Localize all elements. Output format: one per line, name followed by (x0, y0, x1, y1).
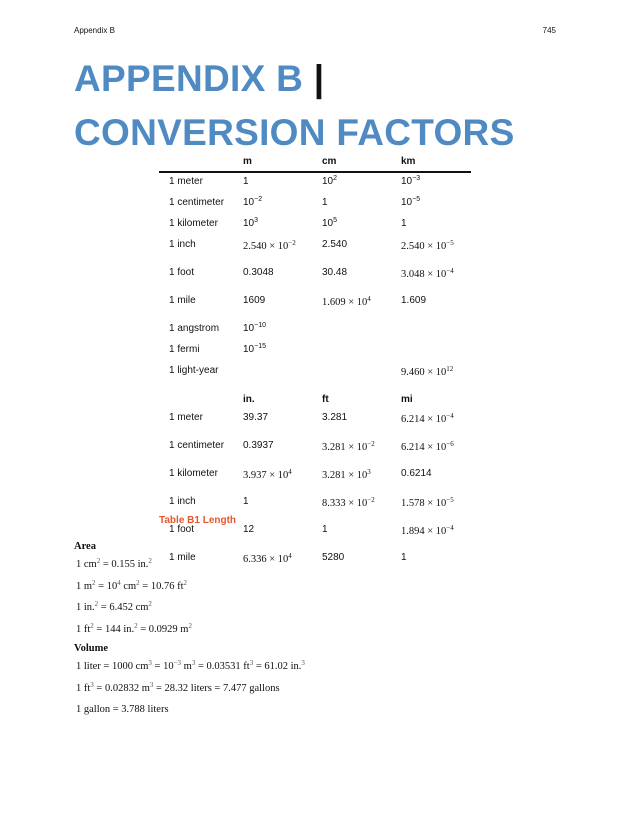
table-cell: 1 (401, 552, 407, 563)
area-heading: Area (74, 541, 96, 552)
equation-line: 1 in.$^2$ = 6.452 $cm^2$ (76, 600, 152, 613)
row-label: 1 angstrom (169, 323, 220, 334)
table-cell: $10^{-3}$ (401, 175, 421, 187)
table-cell: $6.214 \times 10^{-4}$ (401, 412, 454, 425)
table-row (159, 465, 471, 493)
table-cell: $3.048 \times 10^{-4}$ (401, 267, 454, 280)
table-row (159, 194, 471, 215)
table-cell (391, 320, 471, 341)
table-cell (312, 320, 391, 341)
title-part2: CONVERSION FACTORS (74, 112, 515, 153)
equation-line: 1 gallon = 3.788 liters (76, 704, 169, 715)
table-row (159, 362, 471, 390)
equation-line: 1 $cm^2 = 0.155$ in.$^2$ (76, 557, 152, 570)
row-label: 1 kilometer (169, 218, 218, 229)
row-label: 1 meter (169, 176, 203, 187)
table-header-row (159, 152, 471, 172)
table-cell: $10^{-2}$ (243, 196, 263, 208)
table-cell: 1.609 (401, 295, 427, 306)
column-header: cm (322, 156, 337, 167)
table-cell: $1.578 \times 10^{-5}$ (401, 496, 454, 509)
volume-section (74, 643, 305, 726)
row-label: 1 inch (169, 496, 196, 507)
table-cell: $10^{-10}$ (243, 322, 266, 334)
equation-line: 1 $ft^3 = 0.02832$ $m^3 = 28.32$ liters = 7.477 gallons (76, 680, 280, 694)
table-cell: 3.281 (322, 412, 348, 423)
table-cell: 2.540 (322, 239, 348, 250)
table-cell: $10^3$ (243, 217, 259, 229)
table-cell: $10^2$ (322, 175, 338, 187)
title-separator: | (313, 58, 325, 99)
length-conversion-table (159, 152, 471, 577)
table-cell: $3.281 \times 10^{-2}$ (322, 440, 375, 453)
table-cell: 0.6214 (401, 468, 432, 479)
table-cell (233, 362, 312, 390)
table-cell: 39.37 (243, 412, 269, 423)
length-table-metric-body (159, 172, 471, 390)
table-cell: $10^{-15}$ (243, 343, 266, 355)
column-header: m (243, 156, 252, 167)
running-header-left: Appendix B (74, 26, 115, 35)
table-cell: 0.3048 (243, 267, 274, 278)
row-label: 1 fermi (169, 344, 200, 355)
row-label: 1 light-year (169, 365, 219, 376)
page-number: 745 (542, 26, 556, 35)
row-label: 1 mile (169, 552, 196, 563)
length-table-imperial-body (159, 409, 471, 577)
row-label: 1 centimeter (169, 440, 225, 451)
table-cell: $6.214 \times 10^{-6}$ (401, 440, 454, 453)
table-cell: $1.609 \times 10^4$ (322, 295, 371, 308)
table-cell: $10^{-5}$ (401, 196, 421, 208)
table-cell (391, 341, 471, 362)
table-row (159, 172, 471, 194)
table-row (159, 549, 471, 577)
row-label: 1 foot (169, 524, 195, 535)
table-row (159, 292, 471, 320)
title-part1: APPENDIX B (74, 58, 304, 99)
table-cell: 1609 (243, 295, 266, 306)
table-row (159, 236, 471, 264)
table-row (159, 409, 471, 437)
table-cell: $9.460 \times 10^{12}$ (401, 365, 454, 378)
table-caption: Table B1 Length (159, 515, 237, 526)
column-header: km (401, 156, 416, 167)
table-cell: 1 (322, 197, 328, 208)
row-label: 1 centimeter (169, 197, 225, 208)
length-table-header-metric (159, 152, 471, 172)
table-cell: 1 (243, 176, 249, 187)
area-equations (74, 559, 192, 645)
table-cell: $1.894 \times 10^{-4}$ (401, 524, 454, 537)
table-row (159, 437, 471, 465)
equation-line: 1 $m^2 = 10^4$ $cm^2 = 10.76$ $ft^2$ (76, 578, 188, 592)
row-label: 1 kilometer (169, 468, 218, 479)
column-header: in. (243, 394, 255, 405)
table-cell: $3.937 \times 10^4$ (243, 468, 292, 481)
area-section (74, 541, 192, 645)
table-header-row (159, 390, 471, 409)
table-cell: $2.540 \times 10^{-2}$ (243, 239, 296, 252)
volume-equations (74, 661, 305, 726)
page-title (74, 52, 574, 160)
table-row (159, 264, 471, 292)
equation-line: 1 $ft^2 = 144$ in.$^2$ = 0.0929 $m^2$ (76, 621, 192, 635)
table-cell: 1 (243, 496, 249, 507)
row-label: 1 inch (169, 239, 196, 250)
table-cell: 12 (243, 524, 255, 535)
table-row (159, 341, 471, 362)
row-label: 1 mile (169, 295, 196, 306)
table-cell: $6.336 \times 10^4$ (243, 552, 292, 565)
length-table-header-imperial (159, 390, 471, 409)
table-cell: $3.281 \times 10^3$ (322, 468, 371, 481)
table-cell: 1 (401, 218, 407, 229)
table-cell: 1 (322, 524, 328, 535)
table-row (159, 320, 471, 341)
table-cell: 0.3937 (243, 440, 274, 451)
table-cell: 5280 (322, 552, 345, 563)
column-header (159, 152, 233, 172)
table-cell (312, 341, 391, 362)
equation-line: 1 liter = 1000 $cm^3 = 10^{-3}$ $m^3 = 0.03531$ $ft^3 = 61.02$ in.$^3$ (76, 659, 305, 672)
column-header: mi (401, 394, 413, 405)
volume-heading: Volume (74, 643, 109, 654)
table-cell: $8.333 \times 10^{-2}$ (322, 496, 375, 509)
table-row (159, 215, 471, 236)
column-header: ft (322, 394, 329, 405)
table-cell: 30.48 (322, 267, 348, 278)
table-cell (312, 362, 391, 390)
row-label: 1 meter (169, 412, 203, 423)
column-header (159, 390, 233, 409)
table-cell: $10^5$ (322, 217, 338, 229)
table-cell: $2.540 \times 10^{-5}$ (401, 239, 454, 252)
row-label: 1 foot (169, 267, 195, 278)
